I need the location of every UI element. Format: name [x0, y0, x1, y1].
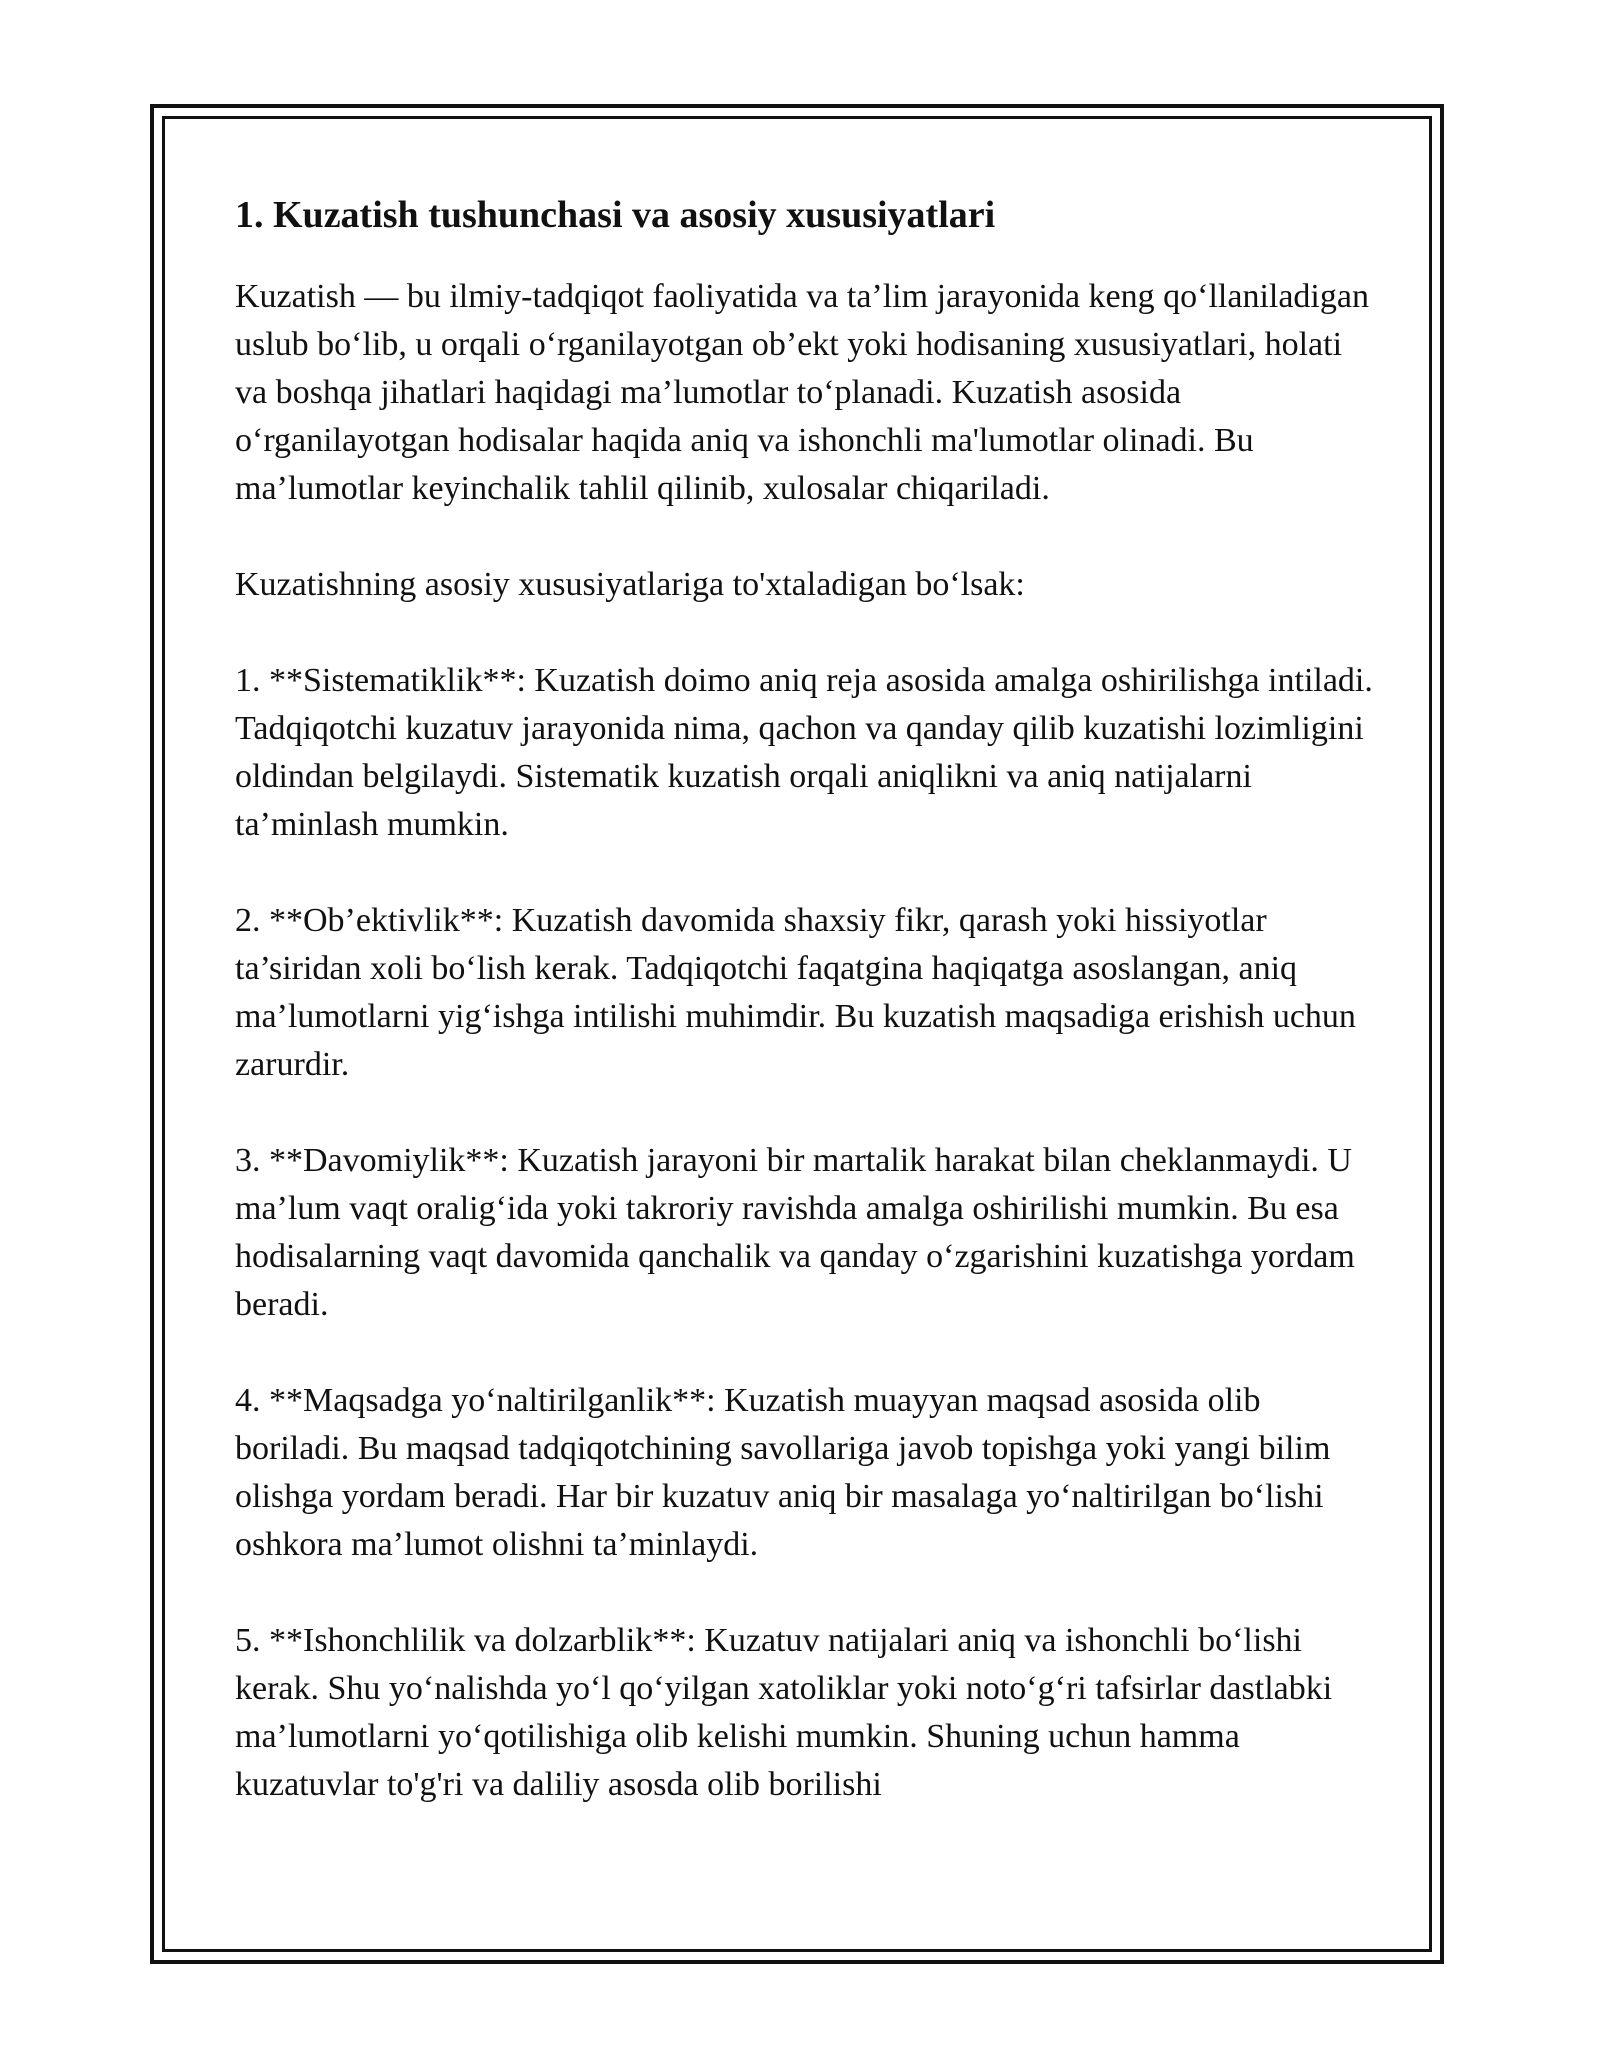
section-heading: 1. Kuzatish tushunchasi va asosiy xususiyatlari	[235, 194, 996, 236]
list-item-obektivlik: 2. **Ob’ektivlik**: Kuzatish davomida shaxsiy fikr, qarash yoki hissiyotlar ta’siridan xoli bo‘lish kerak. Tadqiqotchi faqatgina haqiqatga asoslangan, aniq ma’lumotlarni yig‘ishga intilishi muhimdir. Bu kuzatish maqsadiga erishish uchun zarurdir.	[235, 902, 1356, 1083]
paragraph-intro: Kuzatish — bu ilmiy-tadqiqot faoliyatida va ta’lim jarayonida keng qo‘llaniladigan uslub bo‘lib, u orqali o‘rganilayotgan ob’ekt yoki hodisaning xususiyatlari, holati va boshqa jihatlari haqidagi ma’lumotlar to‘planadi. Kuzatish asosida o‘rganilayotgan hodisalar haqida aniq va ishonchli ma'lumotlar olinadi. Bu ma’lumotlar keyinchalik tahlil qilinib, xulosalar chiqariladi.	[235, 278, 1369, 507]
list-item-ishonchlilik: 5. **Ishonchlilik va dolzarblik**: Kuzatuv natijalari aniq va ishonchli bo‘lishi kerak. Shu yo‘nalishda yo‘l qo‘yilgan xatoliklar yoki noto‘g‘ri tafsirlar dastlabki ma’lumotlarni yo‘qotilishiga olib kelishi mumkin. Shuning uchun hamma kuzatuvlar to'g'ri va daliliy asosda olib borilishi	[235, 1622, 1333, 1803]
paragraph-features-lead: Kuzatishning asosiy xususiyatlariga to'xtaladigan bo‘lsak:	[235, 566, 1025, 603]
list-item-davomiylik: 3. **Davomiylik**: Kuzatish jarayoni bir martalik harakat bilan cheklanmaydi. U ma’lum vaqt oralig‘ida yoki takroriy ravishda amalga oshirilishi mumkin. Bu esa hodisalarning vaqt davomida qanchalik va qanday o‘zgarishini kuzatishga yordam beradi.	[235, 1142, 1355, 1323]
list-item-maqsadga-yonaltirilganlik: 4. **Maqsadga yo‘naltirilganlik**: Kuzatish muayyan maqsad asosida olib boriladi. Bu maqsad tadqiqotchining savollariga javob topishga yoki yangi bilim olishga yordam beradi. Har bir kuzatuv aniq bir masalaga yo‘naltirilgan bo‘lishi oshkora ma’lumot olishni ta’minlaydi.	[235, 1382, 1331, 1563]
document-body	[235, 185, 1375, 1809]
list-item-sistematiklik: 1. **Sistematiklik**: Kuzatish doimo aniq reja asosida amalga oshirilishga intiladi. Tadqiqotchi kuzatuv jarayonida nima, qachon va qanday qilib kuzatishi lozimligini oldindan belgilaydi. Sistematik kuzatish orqali aniqlikni va aniq natijalarni ta’minlash mumkin.	[235, 662, 1373, 843]
